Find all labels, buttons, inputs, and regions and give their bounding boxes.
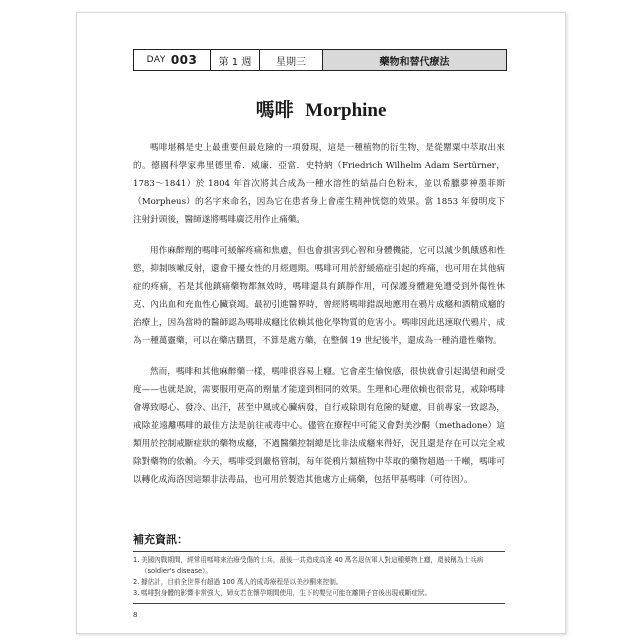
week-cell: 第 1 週 [211,50,260,70]
page-number: 8 [133,611,138,619]
note-number: 3. [133,589,140,597]
note-text: 美國內戰期間，經常用嗎啡來治療受傷的士兵，最後一共造成高達 40 萬名退伍軍人對這種藥物上癮，還被稱為士兵病（soldier's disease）。 [141,556,484,575]
notes-list [133,551,505,604]
day-cell [134,50,211,70]
weekday-cell: 星期三 [260,50,323,70]
note-item [133,577,505,588]
supplementary-info [133,531,505,604]
title-english: Morphine [305,100,387,121]
body-paragraph: 然而，嗎啡和其他麻醉藥一樣，嗎啡很容易上癮。它會產生愉悅感，很快就會引起渴望和耐受度——也就是說，需要服用更高的劑量才能達到相同的效果。生理和心理依賴也很常見，戒除嗎啡會導致噁心、發冷、出汗，甚至中風或心臟病發，自行戒除則有危險的疑慮，目前專家一致認為，戒除並遠離嗎啡的最佳方法是前往戒毒中心。儘管在療程中可能又會對美沙酮（methadone）這類用於控制戒斷症狀的藥物成癮，不過醫藥控制總是比非法成癮來得好，況且還是存在可以完全戒除對藥物的依賴。今天，嗎啡受到嚴格管制，每年從鴉片類植物中萃取的藥物超過一千噸，嗎啡可以轉化成海洛因這類非法毒品，也可用於製造其他處方止痛藥，包括甲基嗎啡（可待因）。 [133,367,505,485]
day-number: 003 [170,53,198,67]
chapter-header [133,49,507,71]
topic-cell: 藥物和替代療法 [323,50,506,70]
note-text: 嗎啡對身體的影響非常強大，婦女若在懷孕期間使用，生下的嬰兒可能在離開子宮後出現戒斷症狀。 [141,589,432,597]
notes-title: 補充資訊： [133,533,188,546]
day-label: DAY [146,55,166,65]
note-number: 2. [133,578,140,586]
article-title [77,95,565,122]
body-paragraph: 嗎啡堪稱是史上最重要但最危險的一項發現，這是一種植物的衍生物，是從罌粟中萃取出來的。德國科學家弗里德里希．威廉．亞當．史特納（Friedrich Wilhelm Adam Sertürner，1783～1841）於 1804 年首次將其合成為一種水溶性的結晶白色粉末，並以希臘夢神墨菲斯（Morpheus）的名字來命名，因為它在患者身上會產生精神恍惚的效果。當 1853 年發明皮下注射針頭後，醫師遂將嗎啡廣泛用作止痛藥。 [133,143,505,225]
body-paragraph: 用作麻醉劑的嗎啡可緩解疼痛和焦慮，但也會損害到心智和身體機能，它可以減少飢餓感和性慾，抑制咳嗽反射，還會干擾女性的月經週期。嗎啡可用於舒緩癌症引起的疼痛，也可用在其他病症的疼痛，若是其他鎮痛藥物都無效時，嗎啡還具有鎮靜作用，可保護身體避免遭受到外傷性休克、內出血和充血性心臟衰竭。最初引進醫界時，曾經將嗎啡錯誤地應用在鴉片成癮和酒精成癮的治療上，因為當時的醫師認為嗎啡成癮比依賴其他化學物質的危害小。嗎啡因此迅速取代鴉片，成為一種萬靈藥，可以在藥店購買，不算是處方藥，在整個 19 世紀後半，還成為一種消遣性藥物。 [133,246,505,346]
note-number: 1. [133,556,140,564]
note-item [133,588,505,599]
title-chinese: 嗎啡 [255,99,294,121]
book-page [76,12,566,634]
article-body [133,139,505,502]
note-text: 據估計，目前全世界有超過 100 萬人的成毒療程是以美沙酮來控制。 [141,578,343,586]
note-item [133,555,505,577]
